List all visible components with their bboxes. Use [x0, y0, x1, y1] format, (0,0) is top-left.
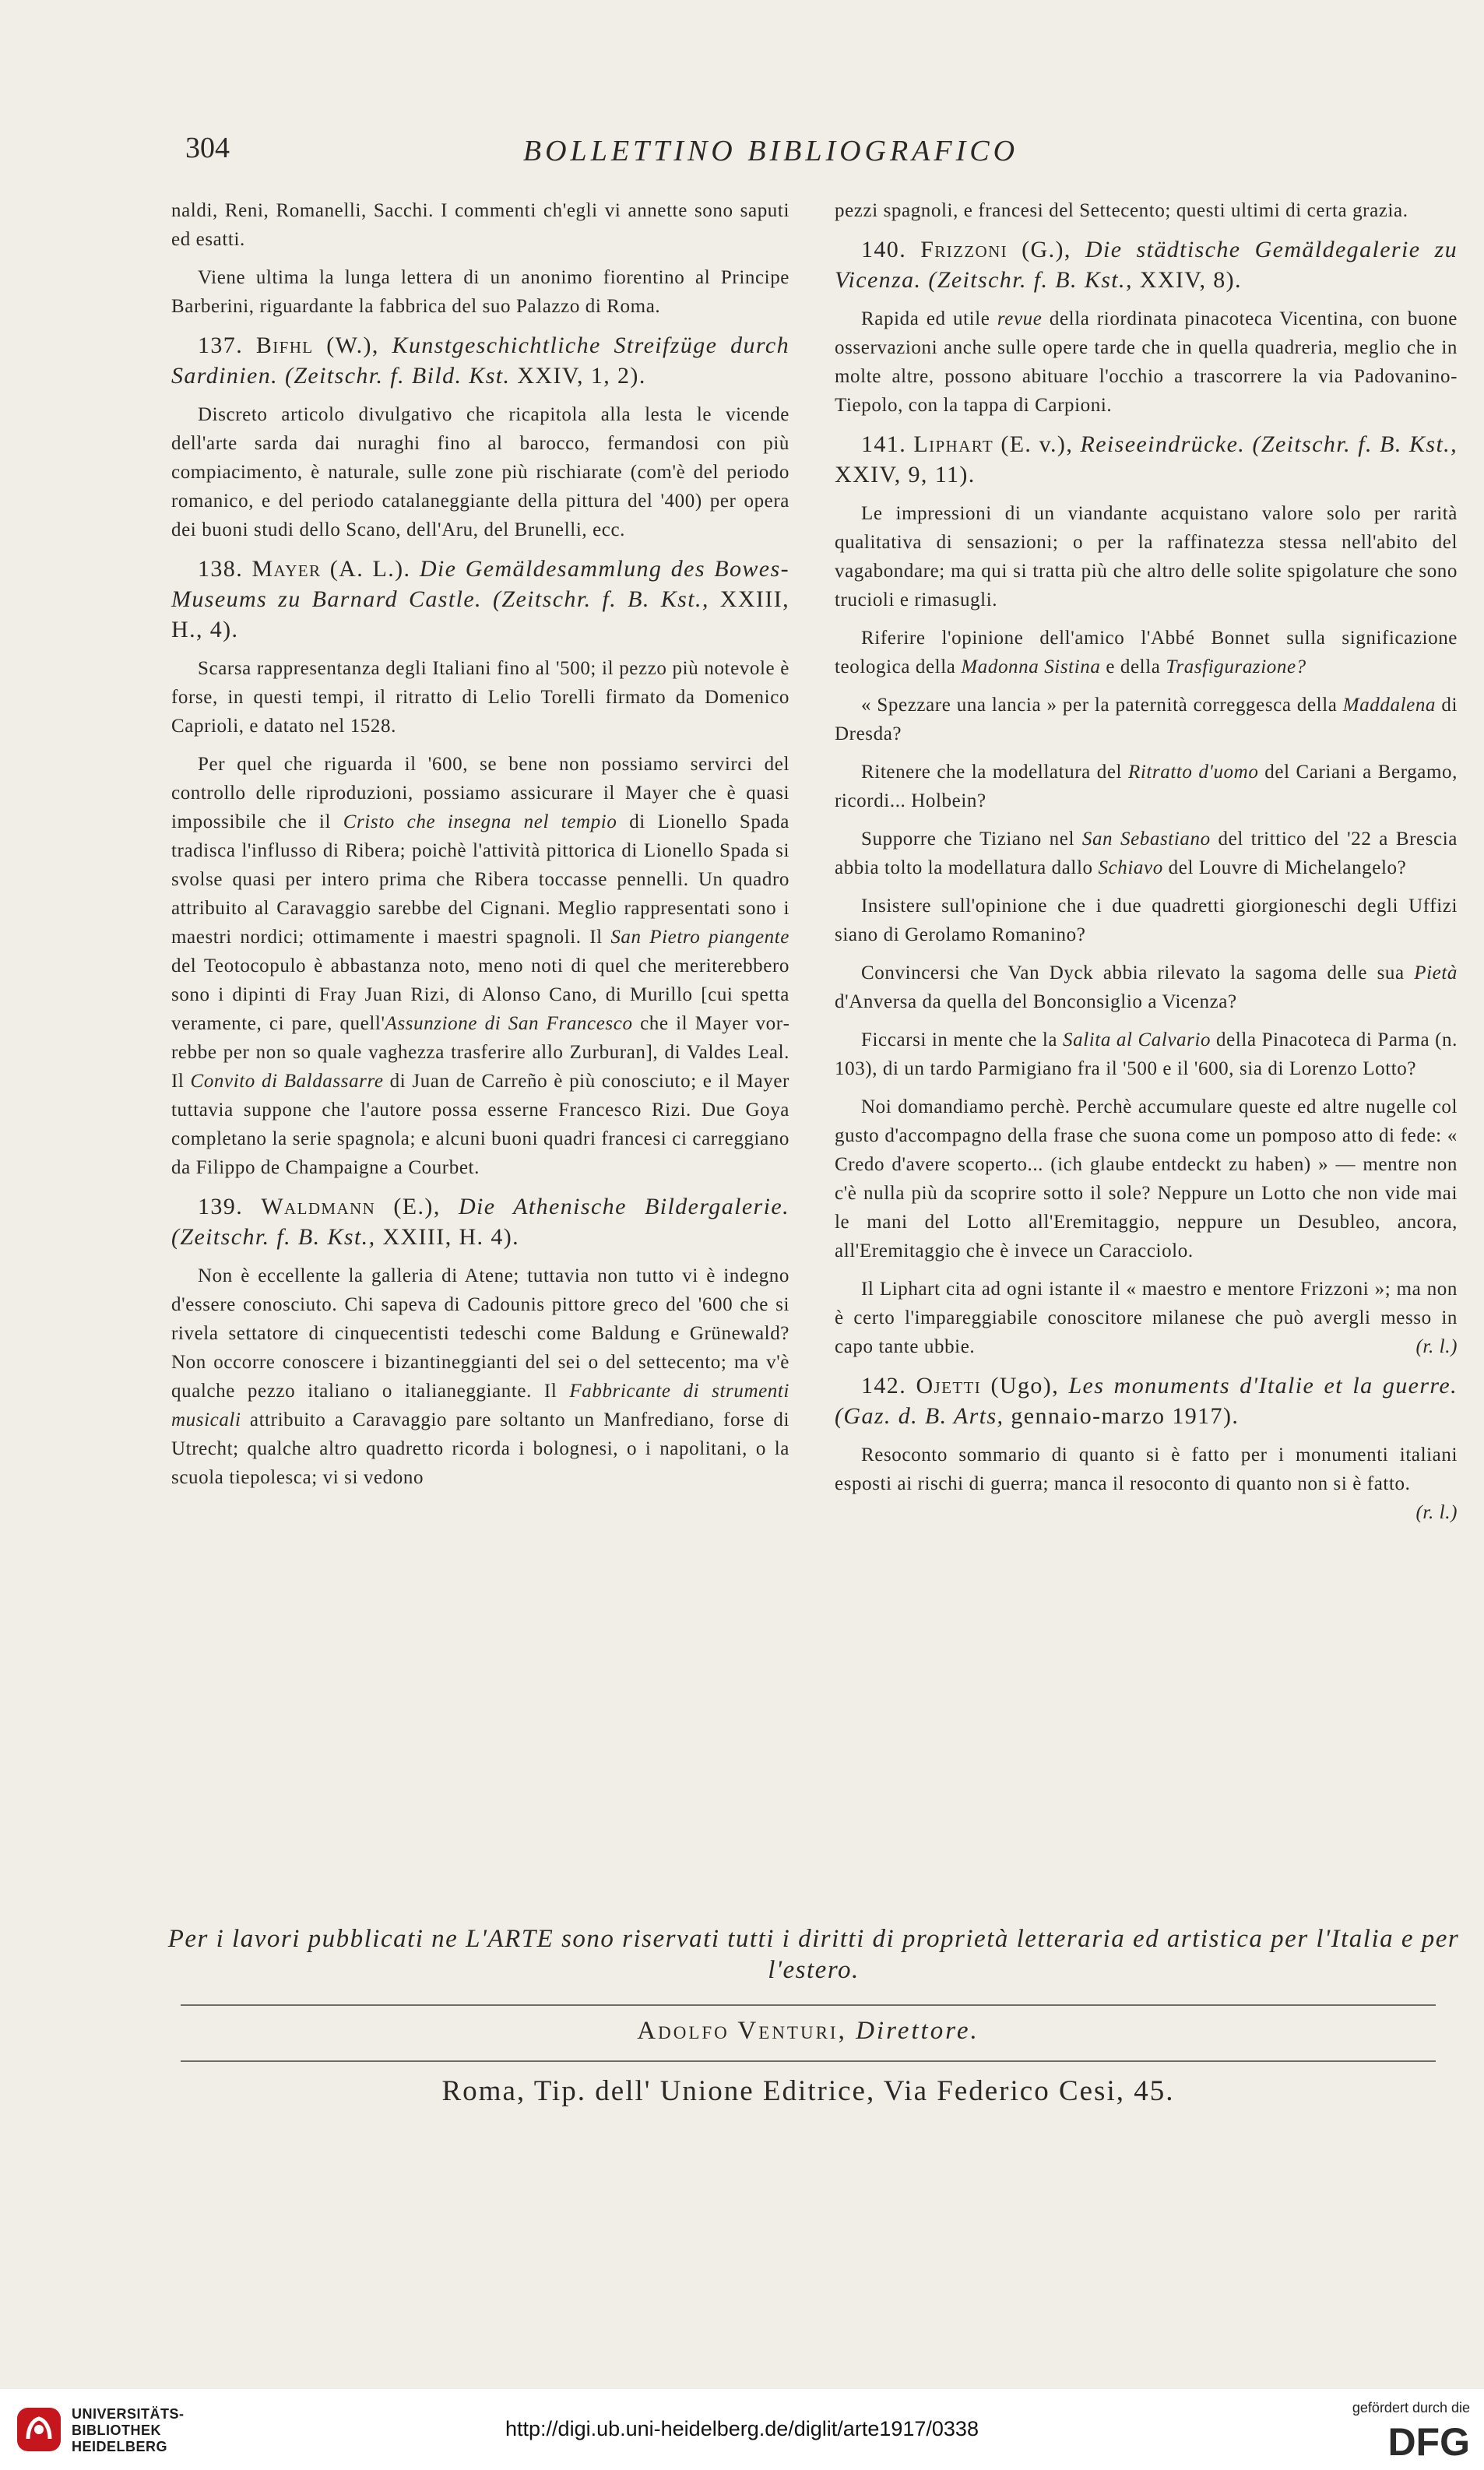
paragraph: Riferire l'opinione dell'amico l'Abbé Bonnet sulla significazione teologica della Madonna Sistina e della Trasfigurazione?: [835, 628, 1458, 677]
paragraph: naldi, Reni, Romanelli, Sacchi. I commenti ch'egli vi annette sono saputi ed esatti.: [171, 200, 789, 250]
bibliography-entry-137: [171, 330, 789, 391]
entry-title: Kunstgeschichtliche Streifzüge durch Sardinien.: [171, 332, 789, 389]
bibliography-entry-142: [835, 1370, 1458, 1431]
dfg-logo-text: DFG: [1387, 2421, 1470, 2460]
paragraph: Insistere sull'opinione che i due quadretti giorgioneschi degli Uffizi siano di Gerolamo Romanino?: [835, 895, 1458, 945]
director-name: Adolfo Venturi,: [637, 2017, 847, 2045]
reviewer-signature: (r. l.): [1415, 1336, 1458, 1357]
permalink-url[interactable]: http://digi.ub.uni-heidelberg.de/diglit/arte1917/0338: [505, 2417, 979, 2440]
director-title: Direttore.: [856, 2017, 979, 2045]
paragraph: Ficcarsi in mente che la Salita al Calvario della Pinacoteca di Parma (n. 103), di un tardo Parmigiano fra il '500 e il '600, sia di Lorenzo Lotto?: [835, 1029, 1458, 1079]
bibliography-entry-140: [835, 234, 1458, 295]
bibliography-entry-138: [171, 554, 789, 645]
rights-notice: Per i lavori pubblicati ne L'ARTE sono riservati tutti i diritti di proprietà letteraria ed artistica per l'Italia e per l'estero.: [167, 1925, 1460, 1984]
bibliography-entry-139: [171, 1191, 789, 1252]
entry-author: Ojetti: [916, 1373, 982, 1399]
funding-credit: [1322, 2400, 1470, 2464]
right-column: [835, 196, 1458, 1527]
paragraph: Resoconto sommario di quanto si è fatto per i monumenti italiani esposti ai rischi di guerra; manca il resoconto di quanto non si è fatto. (r. l.): [835, 1441, 1458, 1498]
entry-initials: (E. v.),: [1000, 431, 1074, 457]
entry-author: Bifhl: [255, 332, 314, 358]
entry-number: 137.: [198, 332, 244, 358]
entry-initials: (E.),: [393, 1194, 441, 1219]
paragraph: Supporre che Tiziano nel San Sebastiano del trittico del '22 a Brescia abbia tolto la modellatura dallo Schiavo del Louvre di Michelangelo?: [835, 829, 1458, 878]
paragraph: Ritenere che la modellatura del Ritratto d'uomo del Cariani a Bergamo, ricordi... Holbein?: [835, 762, 1458, 811]
entry-journal: (Zeitschr. f. B. Kst.,: [492, 586, 709, 612]
entry-journal: (Zeitschr. f. Bild. Kst.: [284, 363, 511, 389]
paragraph: Viene ultima la lunga lettera di un anonimo fiorentino al Principe Barberini, riguardante la fabbrica del suo Palazzo di Roma.: [171, 267, 789, 317]
bibliography-entry-141: [835, 429, 1458, 490]
entry-number: 142.: [861, 1373, 907, 1399]
entry-volume: XXIII, H., 4).: [171, 586, 789, 642]
entry-title: Die Athenische Bildergalerie.: [458, 1194, 789, 1219]
entry-number: 139.: [198, 1194, 244, 1219]
entry-initials: (A. L.).: [329, 556, 411, 582]
entry-title: Die Gemäldesammlung des Bowes-Museums zu Barnard Castle.: [171, 556, 789, 612]
entry-author: Mayer: [251, 556, 322, 582]
printer-imprint: Roma, Tip. dell' Unione Editrice, Via Federico Cesi, 45.: [441, 2075, 1175, 2107]
entry-number: 141.: [861, 431, 907, 457]
entry-volume: gennaio-marzo 1917).: [1011, 1403, 1240, 1429]
divider: [181, 2060, 1436, 2062]
library-name: UNIVERSITÄTS- BIBLIOTHEK HEIDELBERG: [72, 2406, 185, 2454]
left-column: [171, 196, 789, 1501]
paragraph: Per quel che riguarda il '600, se bene non possiamo servirci del controllo delle riproduzioni, possiamo assicurare il Mayer che è quasi impossibile che il Cristo che insegna nel tempio di Lionello Spada tradisca l'influsso di Ribera; poichè l'attività pittorica di Lionello Spada si svolse quasi per intero prima che Ribera toccasse pennelli. Un quadro attribuito al Caravaggio sarebbe del Cignani. Meglio rappresentati sono i maestri nordici; ottimamente i maestri spagnoli. Il San Pietro piangente del Teotocopulo è abbastanza noto, meno noti di quel che meriterebbero sono i dipinti di Fray Juan Rizi, di Alonso Cano, di Murillo [cui spetta veramente, ci pare, quell'Assunzione di San Francesco che il Mayer vorrebbe per non so quale vaghezza trasferire allo Zurburan], di Valdes Leal. Il Convito di Baldassarre di Juan de Carreño è più conosciuto; e il Mayer tuttavia suppone che l'autore possa esserne Francesco Rizi. Due Goya completano la serie spagnola; e alcuni buoni quadri francesi ci carreggiano da Filippo de Champaigne a Courbet.: [171, 754, 789, 1178]
entry-volume: XXIII, H. 4).: [382, 1224, 520, 1250]
entry-number: 138.: [198, 556, 244, 582]
paragraph: « Spezzare una lancia » per la paternità correggesca della Maddalena di Dresda?: [835, 695, 1458, 744]
entry-journal: (Gaz. d. B. Arts,: [835, 1403, 1004, 1429]
entry-title: Die städtische Gemäldegalerie zu Vicenza.: [835, 237, 1458, 293]
director-line: [181, 2017, 1436, 2046]
dfg-logo-icon[interactable]: [1353, 2421, 1470, 2460]
entry-title: Reiseeindrücke.: [1080, 431, 1246, 457]
entry-author: Frizzoni: [920, 237, 1008, 262]
divider: [181, 2004, 1436, 2006]
entry-author: Waldmann: [261, 1194, 376, 1219]
paragraph: Convincersi che Van Dyck abbia rilevato la sagoma delle sua Pietà d'Anversa da quella del Bonconsiglio a Vicenza?: [835, 962, 1458, 1012]
entry-volume: XXIV, 9, 11).: [835, 462, 976, 487]
paragraph: Scarsa rappresentanza degli Italiani fino al '500; il pezzo più notevole è forse, in questi tempi, il ritratto di Lelio Torelli firmato da Domenico Caprioli, e datato nel 1528.: [171, 658, 789, 737]
entry-initials: (G.),: [1022, 237, 1071, 262]
library-footer-bar: [0, 2389, 1484, 2470]
entry-initials: (W.),: [326, 332, 379, 358]
entry-volume: XXIV, 1, 2).: [517, 363, 646, 389]
entry-author: Liphart: [913, 431, 994, 457]
entry-journal: (Zeitschr. f. B. Kst.,: [1252, 431, 1458, 457]
paragraph: Non è eccellente la galleria di Atene; tuttavia non tutto vi è indegno d'essere conosciuto. Chi sapeva di Cadounis pittore greco del '600 che si rivela settatore di cinquecentisti tedeschi come Baldung e Grünewald? Non occorre conoscere i bizantineggianti del sei o del settecento; ma v'è qualche pezzo italiano o italianeggiante. Il Fabbricante di strumenti musicali attribuito a Caravaggio pare soltanto un Manfrediano, forse di Utrecht; qualche altro quadretto ricorda i bolognesi, o i napolitani, o la scuola tiepolesca; vi si vedono: [171, 1265, 789, 1488]
funding-note: gefördert durch die: [1352, 2400, 1470, 2415]
paragraph: Il Liphart cita ad ogni istante il « maestro e mentore Frizzoni »; ma non è certo l'impareggiabile conoscitore milanese che può avergli messo in capo tante ubbie. (r. l.): [835, 1275, 1458, 1361]
paragraph: Discreto articolo divulgativo che ricapitola alla lesta le vicende dell'arte sarda dai nuraghi fino al barocco, fermandosi con più compiacimento, è naturale, sulle zone più rischiarate (com'è del periodo romanico, e del periodo catalaneggiante della pittura del '400) per opera dei buoni studi dello Scano, dell'Aru, del Brunelli, ecc.: [171, 404, 789, 540]
entry-number: 140.: [861, 237, 907, 262]
entry-journal: (Zeitschr. f. B. Kst.,: [171, 1224, 376, 1250]
entry-title: Les monuments d'Italie et la guerre.: [1068, 1373, 1458, 1399]
paragraph: pezzi spagnoli, e francesi del Settecento; questi ultimi di certa grazia.: [835, 200, 1408, 221]
entry-journal: (Zeitschr. f. B. Kst.,: [928, 267, 1133, 293]
paragraph: Noi domandiamo perchè. Perchè accumulare queste ed altre nugelle col gusto d'accompagno della frase che suona come un pomposo atto di fede: « Credo d'avere scoperto... (ich glaube entdeckt zu haben) » — mentre non c'è nulla più da scoprire sotto il sole? Neppure un Lotto che non vide mai le mani del Lotto all'Eremitaggio, neppure un Desubleo, ancora, all'Eremitaggio che è invece un Caracciolo.: [835, 1096, 1458, 1261]
entry-initials: (Ugo),: [990, 1373, 1060, 1399]
running-title: BOLLETTINO BIBLIOGRAFICO: [522, 135, 1019, 167]
entry-volume: XXIV, 8).: [1139, 267, 1242, 293]
reviewer-signature: (r. l.): [1415, 1502, 1458, 1523]
paragraph: Rapida ed utile revue della riordinata pinacoteca Vicentina, con buone osservazioni anche sulle opere tarde che in quella quadreria, meglio che in molte altre, possono abituare l'occhio a trascorrere la via Padovanino-Tiepolo, con la tappa di Carpioni.: [835, 308, 1458, 416]
paragraph: Le impressioni di un viandante acquistano valore solo per rarità qualitativa di sensazioni; o per la raffinatezza stessa nell'abito del vagabondare; ma qui si tratta più che altro delle solite spigolature che sono trucioli e rimasugli.: [835, 503, 1458, 610]
page-number: 304: [185, 132, 230, 164]
